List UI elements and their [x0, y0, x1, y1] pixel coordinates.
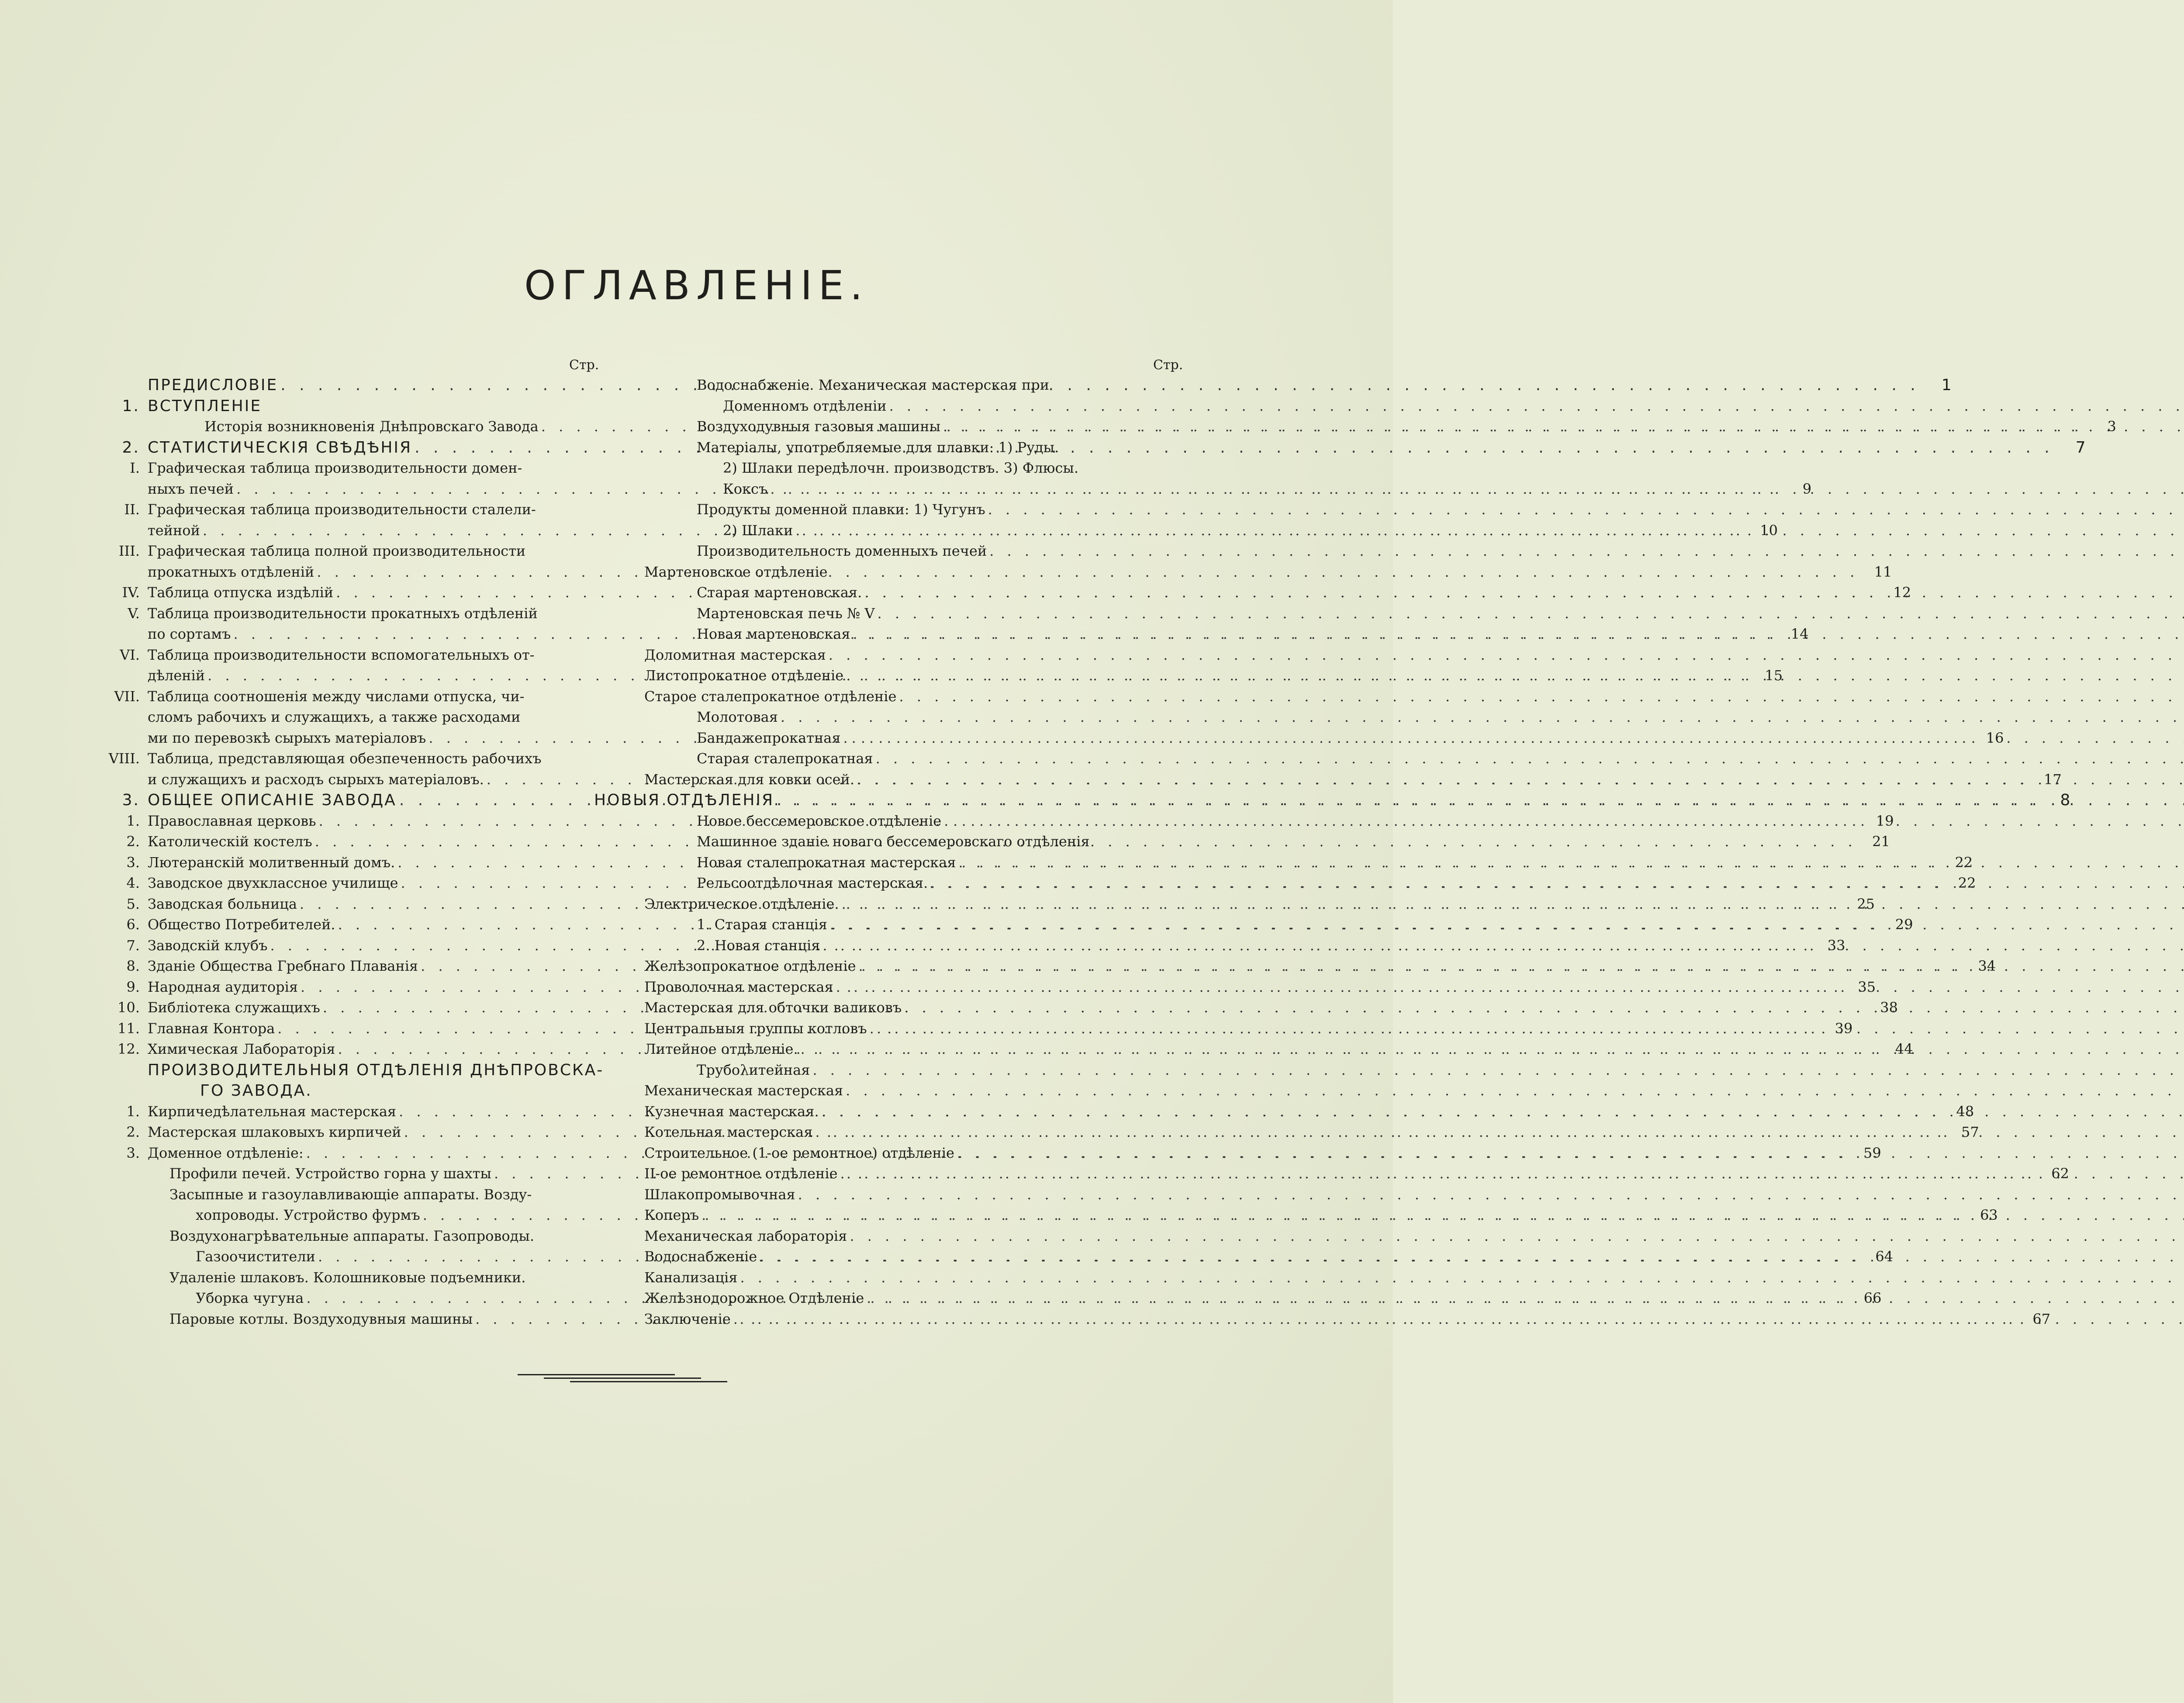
toc-entry [697, 935, 1190, 956]
toc-entry [61, 499, 603, 520]
toc-entry-title: Желѣзопрокатное отдѣленiе [644, 958, 856, 974]
decorative-rule-1 [518, 1374, 675, 1375]
toc-entry-title: Графическая таблица производительности сталели- [148, 501, 536, 518]
toc-entry-page-number: 62 [2051, 1165, 2070, 1182]
dot-leader [989, 541, 2184, 562]
dot-leader [870, 1018, 2184, 1039]
dot-leader [798, 1184, 2184, 1205]
toc-entry [644, 1288, 1190, 1309]
toc-entry-page-number: 7 [2075, 438, 2087, 457]
toc-entry-title: Доломитная мастерская [644, 646, 826, 663]
toc-entry-number: 3. [122, 791, 140, 809]
toc-entry-title: II-ое ремонтное отдѣленiе [644, 1165, 838, 1182]
toc-entry [697, 831, 1190, 852]
toc-entry-number: 10. [117, 999, 140, 1016]
toc-entry-title: Мастерская для ковки осей. [644, 771, 855, 788]
toc-entry-page-number: 29 [1895, 916, 1913, 933]
toc-entry-title: Продукты доменной плавки: 1) Чугунъ [697, 501, 985, 518]
toc-entry-number: 1. [122, 397, 140, 415]
toc-entry-page-number: 64 [1875, 1248, 1894, 1265]
toc-entry-number: 9. [126, 978, 140, 995]
toc-entry [697, 416, 1190, 437]
toc-entry-title: Доменное отдѣленiе: [148, 1144, 304, 1161]
toc-entry-title: Главная Контора [148, 1020, 275, 1037]
toc-entry-title: Таблица отпуска издѣлiй [148, 584, 334, 601]
toc-entry-page-number: 67 [2032, 1310, 2051, 1327]
toc-entry-title: Мастерская шлаковыхъ кирпичей [148, 1124, 401, 1140]
toc-entry-title: ПРЕДИСЛОВIЕ [148, 376, 278, 394]
toc-entry [644, 645, 1190, 666]
toc-entry-title: Мастерская для обточки валиковъ [644, 999, 902, 1016]
toc-entry-title: Строительное (1-ое ремонтное) отдѣленiе [644, 1144, 954, 1161]
toc-entry [644, 1309, 1190, 1330]
toc-entry-title: Матерiалы, употребляемые для плавки: 1) Руды. [697, 439, 1059, 456]
toc-entry-page-number: 22 [1955, 854, 1973, 871]
dot-leader [760, 1246, 2184, 1267]
toc-entry-number: 3. [126, 1144, 140, 1161]
toc-entry-page-number: 8 [2060, 791, 2072, 809]
toc-entry [723, 396, 1190, 417]
toc-entry-title: Таблица, представляющая обезпеченность рабочихъ [148, 750, 542, 767]
dot-leader [815, 1122, 2184, 1143]
toc-entry [61, 686, 603, 707]
toc-entry-title: ВСТУПЛЕНIЕ [148, 397, 262, 415]
toc-entry [697, 873, 1190, 894]
toc-entry-title: Общество Потребителей. [148, 916, 335, 933]
toc-entry-number: 5. [126, 895, 140, 912]
page-column-label-right: Стр. [1153, 357, 1183, 373]
toc-entry [644, 1143, 1190, 1164]
dot-leader [843, 728, 2184, 749]
toc-entry-title: НОВЫЯ ОТДѢЛЕНIЯ [594, 791, 774, 809]
toc-entry [61, 603, 603, 624]
toc-entry-page-number: 11 [1874, 563, 1892, 580]
toc-entry-title: Шлакопромывочная [644, 1186, 795, 1203]
toc-entry-title: Кузнечная мастерская. [644, 1103, 819, 1120]
toc-entry-title: хопроводы. Устройство фурмъ [196, 1207, 420, 1223]
toc-entry [697, 541, 1190, 562]
dot-leader [867, 1288, 2184, 1309]
toc-entry-title: Машинное зданiе новаго бессемеровскаго отдѣленiя [697, 833, 1090, 850]
toc-entry-title: Трубολитейная [697, 1061, 810, 1078]
toc-entry-title: Православная церковь [148, 812, 316, 829]
toc-entry [644, 665, 1190, 686]
toc-entry-title: 2) Шлаки передѣлочн. производствъ. 3) Флюсы. [723, 460, 1079, 476]
dot-leader [904, 997, 2184, 1018]
toc-entry-title: Старая мартеновская. [697, 584, 862, 601]
toc-entry [83, 1226, 603, 1247]
toc-entry-number: 12. [117, 1041, 140, 1057]
dot-leader [781, 707, 2184, 728]
dot-leader [930, 873, 2184, 894]
toc-entry [697, 582, 1190, 603]
toc-entry-page-number: 44 [1895, 1041, 1913, 1057]
dot-leader [840, 1163, 2184, 1184]
dot-leader [795, 520, 2184, 541]
toc-entry-title: Механическая лабораторiя [644, 1227, 847, 1244]
dot-leader [850, 1226, 2184, 1247]
toc-entry-title: Засыпные и газоулавливающiе аппараты. Возду- [169, 1186, 532, 1203]
dot-leader [740, 1267, 2184, 1288]
toc-entry-title: Католическiй костелъ [148, 833, 312, 850]
toc-entry-title: Проволочная мастерская [644, 978, 833, 995]
toc-entry-title: Исторiя возникновенiя Днѣпровскаго Завода [204, 418, 539, 435]
toc-entry-title: Старое сталепрокатное отдѣленiе [644, 688, 897, 705]
toc-entry [83, 1267, 603, 1288]
toc-entry [697, 603, 1190, 624]
toc-entry-title: Заключенiе [644, 1310, 731, 1327]
toc-entry [644, 956, 1190, 977]
toc-entry-number: II. [124, 501, 140, 518]
toc-entry-number: III. [118, 543, 140, 559]
toc-entry-page-number: 57 [1961, 1124, 1979, 1140]
toc-entry-title: Мартеновская печь № V [697, 605, 875, 622]
toc-entry-page-number: 22 [1958, 875, 1976, 891]
toc-section-heading [61, 1060, 603, 1081]
toc-entry-page-number: 25 [1857, 895, 1875, 912]
toc-entry-page-number: 3 [2107, 418, 2116, 435]
toc-entry-title: Доменномъ отдѣленiи [723, 397, 887, 414]
toc-entry [644, 997, 1190, 1018]
page-title: ОГЛАВЛЕНIЕ. [524, 262, 869, 309]
toc-entry-title: Таблица производительности вспомогательныхъ от- [148, 646, 535, 663]
toc-entry-title: Заводскiй клубъ [148, 937, 268, 954]
dot-leader [733, 1309, 2184, 1330]
toc-entry-title: Химическая Лабораторiя [148, 1041, 335, 1057]
dot-leader [702, 1205, 2184, 1226]
dot-leader [958, 852, 2184, 873]
toc-entry-title: ОБЩЕЕ ОПИСАНIЕ ЗАВОДА [148, 791, 397, 809]
toc-entry-title: Паровые котлы. Воздуходувныя машины [169, 1310, 473, 1327]
dot-leader [859, 956, 2184, 977]
dot-leader [857, 769, 2184, 790]
toc-entry-title: Водоснабженiе [644, 1248, 757, 1265]
dot-leader [846, 1080, 2184, 1101]
toc-entry-page-number: 34 [1978, 958, 1996, 974]
toc-entry [644, 1246, 1190, 1267]
toc-entry-title: Рельсоотдѣлочная мастерская. [697, 875, 928, 891]
toc-section-heading [114, 1080, 603, 1101]
dot-leader [829, 645, 2184, 666]
toc-entry-page-number: 1 [1941, 376, 1953, 394]
toc-entry-number: 3. [126, 854, 140, 871]
toc-entry-title: Листопрокатное отдѣленiе [644, 667, 844, 684]
toc-entry [61, 541, 603, 562]
toc-entry [723, 458, 1190, 479]
page-column-label-left: Стр. [569, 357, 599, 373]
toc-entry-title: и служащихъ и расходъ сырыхъ матерiаловъ. [148, 771, 484, 788]
toc-right-column [594, 375, 1190, 1329]
toc-entry-page-number: 33 [1827, 937, 1845, 954]
toc-entry-title: Профили печей. Устройство горна у шахты [169, 1165, 491, 1182]
toc-entry-title: Котельная мастерская [644, 1124, 813, 1140]
toc-entry-number: 2. [126, 1124, 140, 1140]
toc-entry-title: ГО ЗАВОДА. [200, 1082, 312, 1100]
toc-entry-page-number: 16 [1986, 729, 2004, 746]
toc-entry-number: IV. [122, 584, 140, 601]
toc-entry-title: Литейное отдѣленiе. [644, 1041, 798, 1057]
toc-entry [697, 728, 1190, 749]
toc-entry [697, 914, 1190, 935]
toc-entry-number: 7. [126, 937, 140, 954]
toc-entry-number: VIII. [108, 750, 140, 767]
toc-entry-title: Бандажепрокатная [697, 729, 841, 746]
toc-entry-page-number: 19 [1876, 812, 1894, 829]
toc-entry [644, 1184, 1190, 1205]
toc-entry-title: по сортамъ [148, 626, 231, 642]
toc-entry-page-number: 12 [1893, 584, 1911, 601]
toc-entry-page-number: 63 [1980, 1207, 1998, 1223]
toc-entry-title: Библiотека служащихъ [148, 999, 320, 1016]
toc-entry-title: тейной [148, 522, 200, 539]
toc-entry-number: I. [130, 460, 140, 476]
toc-entry [644, 1267, 1190, 1288]
toc-entry-title: ми по перевозкѣ сырыхъ матерiаловъ [148, 729, 426, 746]
toc-entry-page-number: 9 [1802, 480, 1812, 497]
toc-entry-title: Газоочистители [196, 1248, 315, 1265]
toc-entry-page-number: 59 [1863, 1144, 1881, 1161]
toc-entry-number: V. [128, 605, 140, 622]
toc-entry [644, 1080, 1190, 1101]
toc-entry-title: Лютеранскiй молитвенный домъ. [148, 854, 395, 871]
toc-entry [697, 748, 1190, 769]
toc-entry [644, 1163, 1190, 1184]
toc-entry-title: Заводское двухклассное училище [148, 875, 398, 891]
toc-entry-page-number: 39 [1835, 1020, 1853, 1037]
toc-entry-page-number: 14 [1790, 626, 1809, 642]
toc-entry [644, 1018, 1190, 1039]
dot-leader [822, 1101, 2184, 1122]
toc-entry-title: Коперъ [644, 1207, 699, 1223]
toc-entry-page-number: 35 [1858, 978, 1876, 995]
dot-leader [889, 396, 2184, 417]
dot-leader [770, 479, 2184, 500]
toc-entry-title: Таблица производительности прокатныхъ отдѣленiй [148, 605, 538, 622]
toc-entry [723, 479, 1190, 500]
toc-entry-page-number: 48 [1956, 1103, 1974, 1120]
dot-leader [846, 665, 2184, 686]
toc-entry-page-number: 66 [1863, 1290, 1882, 1306]
toc-entry-title: Коксъ [723, 480, 768, 497]
dot-leader [801, 1039, 2184, 1060]
toc-entry [644, 1226, 1190, 1247]
toc-section-heading [594, 790, 1190, 811]
toc-entry-title: Воздухонагрѣвательные аппараты. Газопроводы. [169, 1227, 534, 1244]
toc-entry [697, 1060, 1190, 1081]
dot-leader [836, 977, 2184, 998]
toc-entry-title: ныхъ печей [148, 480, 234, 497]
dot-leader [876, 748, 2184, 769]
toc-entry [644, 1122, 1190, 1143]
toc-entry-title: Новое бессемеровское отдѣленiе [697, 812, 942, 829]
toc-entry [61, 645, 603, 666]
toc-entry-title: 2. Новая станцiя [697, 937, 820, 954]
dot-leader [944, 811, 2184, 832]
toc-section-heading [61, 396, 603, 417]
dot-leader [830, 914, 2184, 935]
toc-entry [61, 707, 603, 728]
toc-entry-number: VI. [120, 646, 140, 663]
toc-entry [61, 748, 603, 769]
decorative-rule-2 [544, 1378, 701, 1379]
toc-entry-number: 4. [126, 875, 140, 891]
toc-entry-title: Заводская больница [148, 895, 297, 912]
toc-entry [644, 686, 1190, 707]
toc-entry-title: прокатныхъ отдѣленiй [148, 563, 314, 580]
toc-entry-number: 6. [126, 916, 140, 933]
toc-entry-title: Кирпичедѣлательная мастерская [148, 1103, 397, 1120]
toc-entry [644, 1101, 1190, 1122]
toc-entry-title: Электрическое отдѣленiе. [644, 895, 839, 912]
toc-entry [697, 852, 1190, 873]
toc-entry-title: СТАТИСТИЧЕСКIЯ СВѢДѢНIЯ [148, 438, 412, 457]
toc-entry-page-number: 17 [2044, 771, 2062, 788]
toc-entry-title: 1. Старая станцiя [697, 916, 827, 933]
toc-entry-title: Новая мартеновская [697, 626, 850, 642]
toc-entry-title: Таблица соотношенiя между числами отпуска, чи- [148, 688, 525, 705]
toc-entry-page-number: 15 [1765, 667, 1783, 684]
toc-entry-title: Старая сталепрокатная [697, 750, 873, 767]
toc-entry-title: Центральныя группы котловъ [644, 1020, 867, 1037]
dot-leader [842, 894, 2184, 915]
dot-leader [853, 624, 2184, 645]
toc-entry [697, 707, 1190, 728]
dot-leader [957, 1143, 2184, 1164]
toc-entry-number: 8. [126, 958, 140, 974]
toc-entry-title: Зданiе Общества Гребнаго Плаванiя [148, 958, 418, 974]
toc-entry [644, 894, 1190, 915]
toc-entry-title: Канализацiя [644, 1269, 738, 1286]
toc-entry-title: Желѣзнодорожное Отдѣленiе [644, 1290, 864, 1306]
toc-entry-title: Водоснабженiе. Механическая мастерская при [697, 377, 1050, 393]
toc-entry-title: Удаленiе шлаковъ. Колошниковые подъемники. [169, 1269, 526, 1286]
toc-entry [644, 769, 1190, 790]
toc-entry-number: 1. [126, 1103, 140, 1120]
dot-leader [864, 582, 2184, 603]
toc-entry-title: Графическая таблица полной производительности [148, 543, 526, 559]
toc-entry-title: Производительность доменныхъ печей [697, 543, 987, 559]
toc-entry-page-number: 21 [1872, 833, 1890, 850]
toc-entry [723, 520, 1190, 541]
toc-entry [697, 811, 1190, 832]
toc-entry-title: 2) Шлаки [723, 522, 793, 539]
toc-entry [83, 1184, 603, 1205]
dot-leader [899, 686, 2184, 707]
toc-entry-title: Воздуходувныя газовыя машины [697, 418, 941, 435]
toc-entry [644, 1205, 1190, 1226]
toc-entry [697, 499, 1190, 520]
dot-leader [943, 416, 2184, 437]
toc-entry-title: Механическая мастерская [644, 1082, 843, 1099]
toc-entry-number: VII. [114, 688, 140, 705]
toc-entry-page-number: 38 [1880, 999, 1898, 1016]
toc-entry-title: Уборка чугуна [196, 1290, 304, 1306]
toc-entry-page-number: 10 [1760, 522, 1778, 539]
toc-entry-number: 1. [126, 812, 140, 829]
toc-entry [697, 624, 1190, 645]
dot-leader [812, 1060, 2184, 1081]
toc-entry-title: Народная аудиторiя [148, 978, 298, 995]
toc-entry-number: 11. [117, 1020, 140, 1037]
dot-leader [878, 603, 2184, 624]
toc-entry-title: дѣленiй [148, 667, 205, 684]
decorative-rule-3 [570, 1381, 727, 1382]
toc-entry-number: 2. [122, 438, 140, 457]
dot-leader [988, 499, 2184, 520]
toc-entry-title: сломъ рабочихъ и служащихъ, а также расходами [148, 709, 521, 725]
toc-entry-title: Графическая таблица производительности домен- [148, 460, 522, 476]
toc-entry-title: Молотовая [697, 709, 778, 725]
toc-entry [644, 1039, 1190, 1060]
dot-leader [822, 935, 2184, 956]
toc-entry [61, 458, 603, 479]
toc-entry-number: 2. [126, 833, 140, 850]
toc-entry-title: Мартеновское отдѣленiе [644, 563, 828, 580]
toc-entry [697, 437, 1190, 458]
toc-entry [644, 977, 1190, 998]
dot-leader [777, 790, 2184, 811]
toc-entry [697, 375, 1190, 396]
toc-entry [644, 562, 1190, 583]
toc-entry-title: ПРОИЗВОДИТЕЛЬНЫЯ ОТДѢЛЕНIЯ ДНѢПРОВСКА- [148, 1061, 604, 1079]
toc-entry-title: Новая сталепрокатная мастерская [697, 854, 956, 871]
